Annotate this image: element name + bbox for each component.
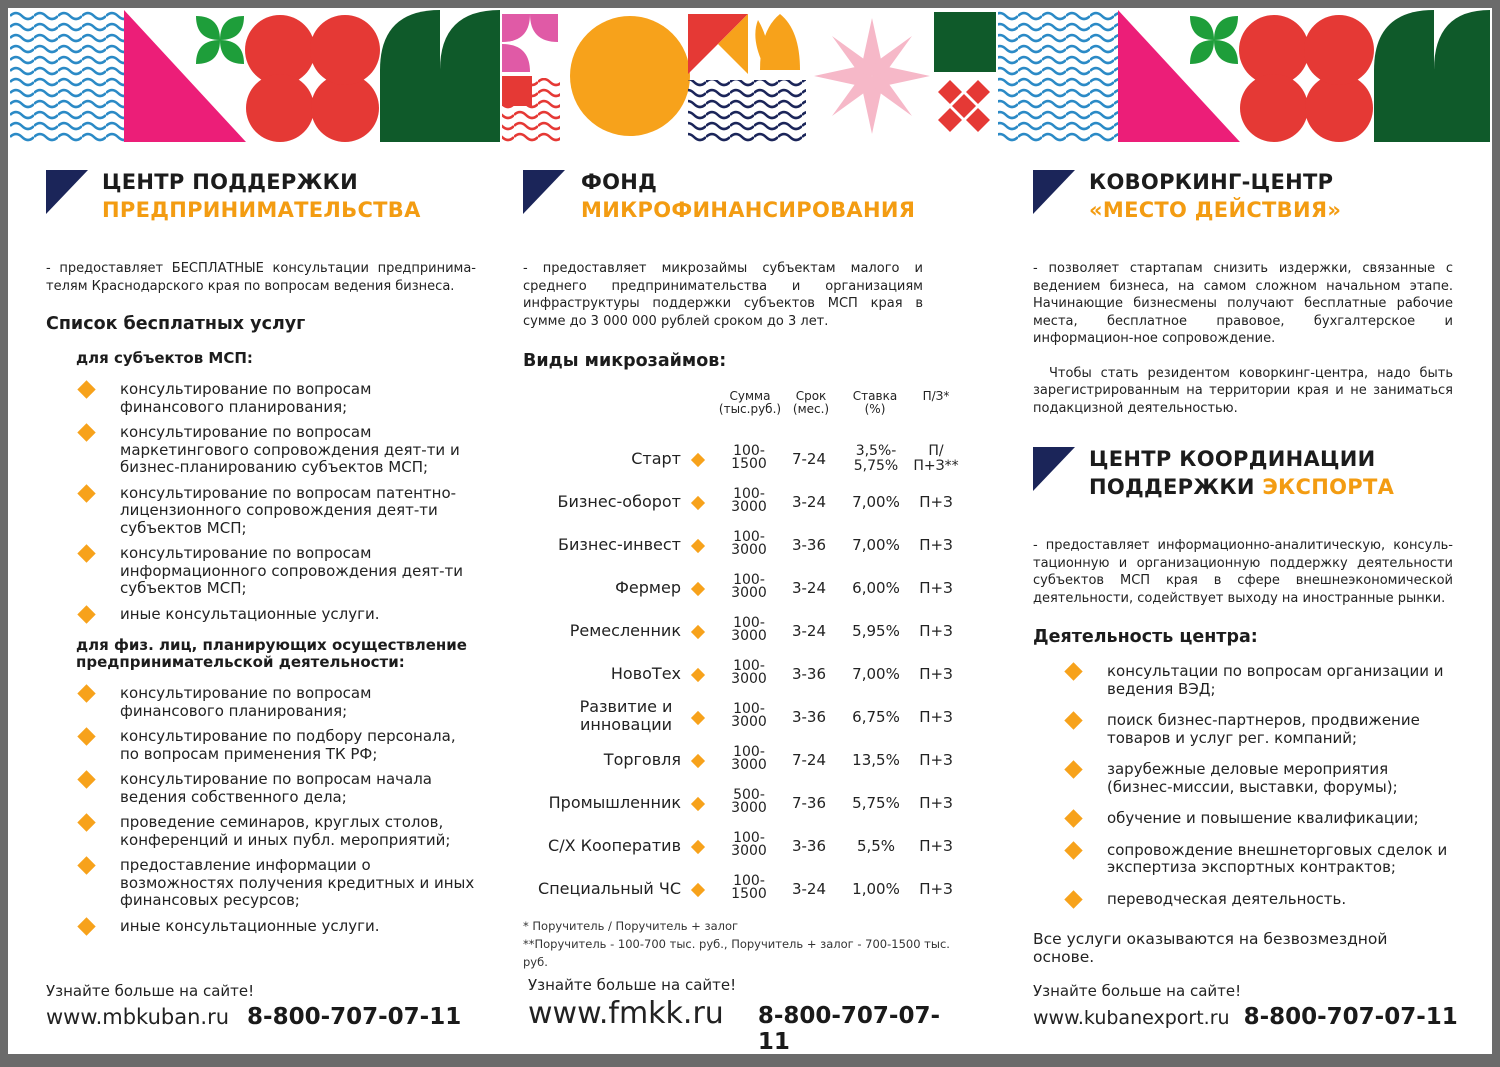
loan-rate: 5,95% xyxy=(852,622,900,640)
loan-term: 3-36 xyxy=(791,665,827,683)
section-heading xyxy=(523,168,963,228)
loan-sum: 500- 3000 xyxy=(731,787,767,816)
intro-text: - предоставляет БЕСПЛАТНЫЕ консультации предпринима-телям Краснодарского края по вопросам ведения бизнеса. xyxy=(46,261,476,294)
loan-rate: 6,75% xyxy=(852,708,900,726)
list-item: консультирование по подбору персонала, по вопросам применения ТК РФ; xyxy=(46,728,476,763)
bullet-diamond-icon xyxy=(77,856,95,874)
loan-name: Торговля xyxy=(603,750,681,769)
footer-col1 xyxy=(46,982,486,1030)
navy-triangle-icon xyxy=(46,170,88,214)
loan-guarantee: П+З xyxy=(919,622,953,640)
bullet-diamond-icon xyxy=(77,684,95,702)
loan-sum: 100- 3000 xyxy=(731,658,767,687)
list-item: консультирование по вопросам маркетингового сопровождения деят-ти и бизнес-планированию субъектов МСП; xyxy=(46,424,476,477)
heading-line1: КОВОРКИНГ-ЦЕНТР xyxy=(1089,170,1334,194)
activity-title: Деятельность центра: xyxy=(1033,627,1258,647)
list-item: поиск бизнес-партнеров, продвижение товаров и услуг рег. компаний; xyxy=(1033,712,1453,747)
list-item: переводческая деятельность. xyxy=(1033,891,1453,909)
navy-triangle-icon xyxy=(1033,170,1075,214)
loan-term: 3-36 xyxy=(791,837,827,855)
bullet-diamond-icon xyxy=(77,605,95,623)
heading-line2: МИКРОФИНАНСИРОВАНИЯ xyxy=(581,198,916,222)
loan-sum: 100- 3000 xyxy=(731,615,767,644)
business-support-center-column xyxy=(46,168,476,935)
table-row xyxy=(523,696,963,739)
table-row xyxy=(523,481,963,524)
loan-name: Специальный ЧС xyxy=(538,879,681,898)
section-heading-export xyxy=(1033,445,1453,505)
loan-name: НовоТех xyxy=(610,664,681,683)
loan-sum: 100- 1500 xyxy=(731,443,767,472)
heading-line2: ПРЕДПРИНИМАТЕЛЬСТВА xyxy=(102,198,421,222)
group2-list xyxy=(46,685,476,935)
loan-name: Бизнес-инвест xyxy=(557,535,681,554)
navy-triangle-icon xyxy=(1033,447,1075,491)
header-sum: Сумма (тыс.руб.) xyxy=(718,389,782,416)
header-rate: Ставка (%) xyxy=(852,389,898,416)
footnote-1: * Поручитель / Поручитель + залог xyxy=(523,919,739,933)
site-link[interactable]: www.kubanexport.ru xyxy=(1033,1007,1230,1029)
loan-term: 3-36 xyxy=(791,536,827,554)
list-item: сопровождение внешнеторговых сделок и экспертиза экспортных контрактов; xyxy=(1033,842,1453,877)
loan-rate: 7,00% xyxy=(852,665,900,683)
loan-term: 3-36 xyxy=(791,708,827,726)
footer-col3 xyxy=(1033,982,1473,1030)
loan-term: 3-24 xyxy=(791,622,827,640)
loan-sum: 100- 1500 xyxy=(731,873,767,902)
list-item: проведение семинаров, круглых столов, конференций и иных публ. мероприятий; xyxy=(46,814,476,849)
loan-guarantee: П/ П+З** xyxy=(913,443,959,474)
loan-rate: 7,00% xyxy=(852,493,900,511)
loan-rate: 5,5% xyxy=(856,837,896,855)
group1-title: для субъектов МСП: xyxy=(76,349,253,367)
table-row xyxy=(523,524,963,567)
loan-guarantee: П+З xyxy=(919,665,953,683)
heading-line2b: ЭКСПОРТА xyxy=(1262,475,1395,499)
bullet-diamond-icon xyxy=(691,668,705,682)
bullet-diamond-icon xyxy=(691,453,705,467)
table-header xyxy=(523,390,963,430)
loan-guarantee: П+З xyxy=(919,536,953,554)
loan-term: 3-24 xyxy=(791,579,827,597)
bullet-diamond-icon xyxy=(77,423,95,441)
site-link[interactable]: www.fmkk.ru xyxy=(528,996,724,1031)
loan-guarantee: П+З xyxy=(919,880,953,898)
bullet-diamond-icon xyxy=(1064,890,1082,908)
intro-text: - предоставляет микрозаймы субъектам малого и среднего предпринимательства и организациям инфраструктуры поддержки субъектов МСП края в сумме до 3 000 000 рублей сроком до 3 лет. xyxy=(523,261,923,329)
bullet-diamond-icon xyxy=(77,813,95,831)
loan-rate: 7,00% xyxy=(852,536,900,554)
list-item: консультирование по вопросам финансового планирования; xyxy=(46,685,476,720)
section-heading xyxy=(46,168,476,228)
list-item: консультирование по вопросам начала ведения собственного дела; xyxy=(46,771,476,806)
group1-list xyxy=(46,381,476,623)
bullet-diamond-icon xyxy=(691,797,705,811)
bullet-diamond-icon xyxy=(691,539,705,553)
header-term: Срок (мес.) xyxy=(792,389,830,416)
table-row xyxy=(523,739,963,782)
table-row xyxy=(523,438,963,481)
loan-name: Ремесленник xyxy=(569,621,681,640)
footer-label: Узнайте больше на сайте! xyxy=(46,982,255,1000)
table-row xyxy=(523,653,963,696)
bullet-diamond-icon xyxy=(77,380,95,398)
navy-triangle-icon xyxy=(523,170,565,214)
loan-rate: 1,00% xyxy=(852,880,900,898)
bullet-diamond-icon xyxy=(77,544,95,562)
loan-guarantee: П+З xyxy=(919,751,953,769)
loan-sum: 100- 3000 xyxy=(731,529,767,558)
list-item: иные консультационные услуги. xyxy=(46,606,476,624)
loan-sum: 100- 3000 xyxy=(731,572,767,601)
loan-rate: 6,00% xyxy=(852,579,900,597)
footnotes xyxy=(523,917,963,971)
loan-guarantee: П+З xyxy=(919,837,953,855)
list-item: консультации по вопросам организации и ведения ВЭД; xyxy=(1033,663,1453,698)
loan-name: Промышленник xyxy=(548,793,681,812)
table-row xyxy=(523,868,963,911)
heading-line1: ЦЕНТР ПОДДЕРЖКИ xyxy=(102,170,358,194)
bullet-diamond-icon xyxy=(691,582,705,596)
heading-line1: ЦЕНТР КООРДИНАЦИИ xyxy=(1089,447,1376,471)
bullet-diamond-icon xyxy=(691,496,705,510)
loan-term: 3-24 xyxy=(791,880,827,898)
loan-guarantee: П+З xyxy=(919,493,953,511)
loan-name: С/Х Кооператив xyxy=(548,836,681,855)
bullet-diamond-icon xyxy=(1064,809,1082,827)
heading-line2a: ПОДДЕРЖКИ xyxy=(1089,475,1255,499)
loan-term: 7-36 xyxy=(791,794,827,812)
section-heading xyxy=(1033,168,1453,228)
loan-name: Старт xyxy=(631,449,681,468)
loan-name: Фермер xyxy=(615,578,681,597)
footer-label: Узнайте больше на сайте! xyxy=(528,976,737,994)
header-guarantee: П/З* xyxy=(922,389,950,403)
footer-col2 xyxy=(528,976,968,1054)
bullet-diamond-icon xyxy=(77,770,95,788)
loan-rate: 5,75% xyxy=(852,794,900,812)
bullet-diamond-icon xyxy=(691,754,705,768)
loan-guarantee: П+З xyxy=(919,708,953,726)
coworking-export-column xyxy=(1033,168,1453,966)
loan-sum: 100- 3000 xyxy=(731,486,767,515)
list-item: иные консультационные услуги. xyxy=(46,918,476,936)
list-item: консультирование по вопросам патентно-лицензионного сопровождения деят-ти субъектов МСП; xyxy=(46,485,476,538)
loans-title: Виды микрозаймов: xyxy=(523,351,727,371)
table-row xyxy=(523,782,963,825)
bullet-diamond-icon xyxy=(691,711,705,725)
loan-term: 3-24 xyxy=(791,493,827,511)
free-services-note: Все услуги оказываются на безвозмездной основе. xyxy=(1033,930,1388,966)
bullet-diamond-icon xyxy=(1064,662,1082,680)
loan-term: 7-24 xyxy=(791,450,827,468)
heading-line1: ФОНД xyxy=(581,170,658,194)
loan-term: 7-24 xyxy=(791,751,827,769)
list-item: предоставление информации о возможностях получения кредитных и иных финансовых ресурсов; xyxy=(46,857,476,910)
loan-sum: 100- 3000 xyxy=(731,744,767,773)
list-item: консультирование по вопросам информационного сопровождения деят-ти субъектов МСП; xyxy=(46,545,476,598)
export-intro-text: - предоставляет информационно-аналитическую, консуль-тационную и организационную поддержку деятельности субъектов МСП края в сфере внешнеэкономической деятельности, содействует выходу на иностранные рынки. xyxy=(1033,538,1453,606)
footnote-2: **Поручитель - 100-700 тыс. руб., Поручитель + залог - 700-1500 тыс. руб. xyxy=(523,937,950,969)
phone-number[interactable]: 8-800-707-07-11 xyxy=(247,1004,462,1030)
table-row xyxy=(523,567,963,610)
loan-rate: 3,5%- 5,75% xyxy=(853,443,899,474)
site-link[interactable]: www.mbkuban.ru xyxy=(46,1005,230,1029)
page xyxy=(8,8,1492,1054)
activity-list xyxy=(1033,663,1453,908)
list-item: консультирование по вопросам финансового планирования; xyxy=(46,381,476,416)
loan-guarantee: П+З xyxy=(919,794,953,812)
table-body xyxy=(523,438,963,911)
phone-number[interactable]: 8-800-707-07-11 xyxy=(1243,1004,1458,1030)
phone-number[interactable]: 8-800-707-07-11 xyxy=(757,1003,941,1054)
bullet-diamond-icon xyxy=(77,484,95,502)
bullet-diamond-icon xyxy=(1064,841,1082,859)
loan-rate: 13,5% xyxy=(852,751,900,769)
bullet-diamond-icon xyxy=(691,883,705,897)
bullet-diamond-icon xyxy=(1064,760,1082,778)
bullet-diamond-icon xyxy=(1064,711,1082,729)
loans-table xyxy=(523,390,963,971)
table-row xyxy=(523,825,963,868)
loan-sum: 100- 3000 xyxy=(731,830,767,859)
footer-label: Узнайте больше на сайте! xyxy=(1033,982,1242,1000)
loan-guarantee: П+З xyxy=(919,579,953,597)
heading-line2: «МЕСТО ДЕЙСТВИЯ» xyxy=(1089,198,1342,222)
decorative-banner xyxy=(10,10,1490,142)
loan-name: Развитие и инновации xyxy=(579,697,673,734)
loan-name: Бизнес-оборот xyxy=(557,492,681,511)
loan-sum: 100- 3000 xyxy=(731,701,767,730)
list-item: зарубежные деловые мероприятия (бизнес-миссии, выставки, форумы); xyxy=(1033,761,1453,796)
residency-text: Чтобы стать резидентом коворкинг-центра, надо быть зарегистрированным на территории края и не заниматься подакцизной деятельностью. xyxy=(1033,365,1453,416)
group2-title: для физ. лиц, планирующих осуществление предпринимательской деятельности: xyxy=(76,636,467,671)
bullet-diamond-icon xyxy=(77,727,95,745)
intro-text: - позволяет стартапам снизить издержки, связанные с ведением бизнеса, на самом сложном начальном этапе. Начинающие бизнесмены получают бесплатные рабочие места, бесплатное правовое, бухгалтерское и информацион-ное сопровождение. xyxy=(1033,261,1453,346)
bullet-diamond-icon xyxy=(691,840,705,854)
services-title: Список бесплатных услуг xyxy=(46,314,306,334)
microfinance-fund-column xyxy=(523,168,963,969)
table-row xyxy=(523,610,963,653)
list-item: обучение и повышение квалификации; xyxy=(1033,810,1453,828)
bullet-diamond-icon xyxy=(77,917,95,935)
bullet-diamond-icon xyxy=(691,625,705,639)
